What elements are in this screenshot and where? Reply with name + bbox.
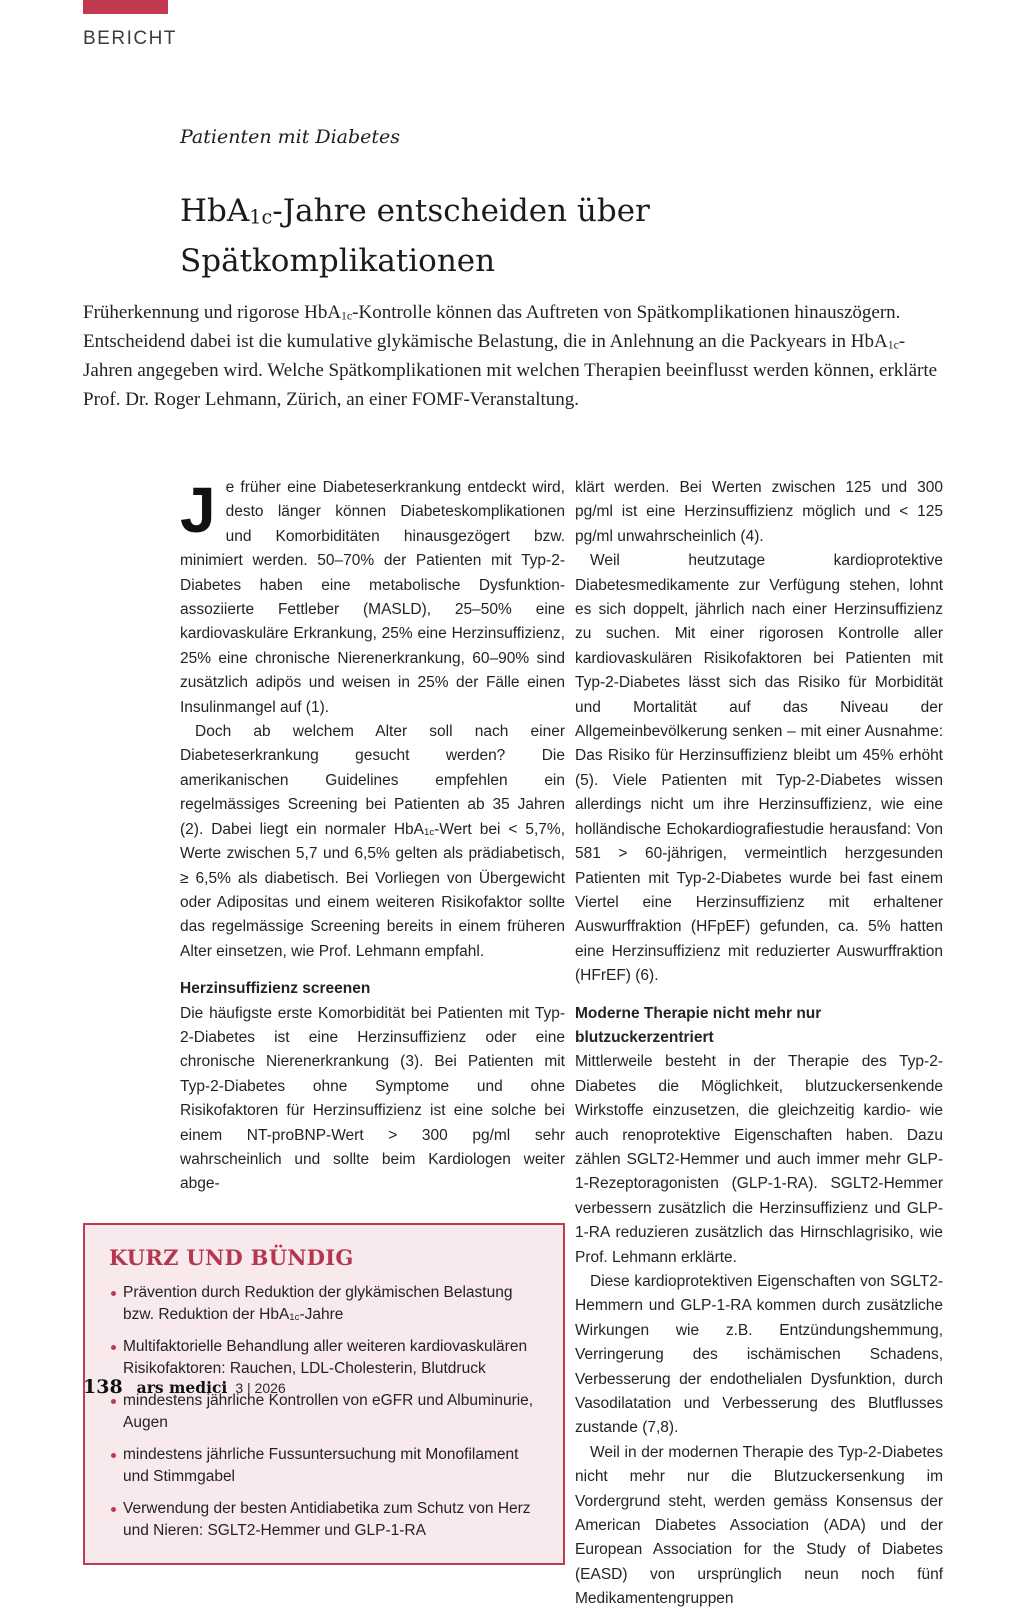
bullet-icon [109,1453,123,1489]
accent-bar [83,0,168,14]
list-item [109,1282,537,1327]
list-item [109,1444,537,1489]
paragraph: Mittlerweile besteht in der Therapie des Typ-2-Diabetes die Möglichkeit, blutzuckersenkende Wirkstoffe einzusetzen, die gleichzeitig kardio- wie auch renoprotektive Eigenschaften haben. Dazu zählen SGLT2-Hemmer und auch immer mehr GLP-1-Rezeptoragonisten (GLP-1-RA). SGLT2-Hemmer verbessern zusätzlich die Herzinsuffizienz und GLP-1-RA reduzieren zusätzlich das Hirnschlagrisiko, wie Prof. Lehmann erklärte. [575,1053,943,1266]
paragraph: Die häufigste erste Komorbidität bei Patienten mit Typ-2-Diabetes ist eine Herzinsuffizienz oder eine chronische Nierenerkrankung (3). Bei Patienten mit Typ-2-Diabetes ohne Symptome und ohne Risikofaktoren für Herzinsuffizienz ist eine solche bei einem NT-proBNP-Wert > 300 pg/ml sehr wahrscheinlich und sollte beim Kardiologen weiter abge- [180,1004,565,1193]
paragraph: klärt werden. Bei Werten zwischen 125 und 300 pg/ml ist eine Herzinsuffizienz möglich und < 125 pg/ml unwahrscheinlich (4). [575,479,943,545]
lead-paragraph: Früherkennung und rigorose HbA$_{1c}$-Kontrolle können das Auftreten von Spätkomplikationen hinauszögern. Entscheidend dabei ist die kumulative glykämische Belastung, die in Anlehnung an die Packyears in HbA$_{1c}$-Jahren angegeben wird. Welche Spätkomplikationen mit welchen Therapien beeinflusst werden können, erklärte Prof. Dr. Roger Lehmann, Zürich, an einer FOMF-Veranstaltung. [83,302,938,410]
list-item-text: mindestens jährliche Kontrollen von eGFR und Albuminurie, Augen [123,1391,534,1432]
paragraph: Diese kardioprotektiven Eigenschaften von SGLT2-Hemmern und GLP-1-RA kommen durch zusätzliche Wirkungen wie z.B. Entzündungshemmung, Verringerung des ischämischen Schadens, Verbesserung der endothelialen Dysfunktion, durch Vasodilatation und Verbesserung des Blutflusses zustande (7,8). [575,1273,943,1437]
section-heading: Herzinsuffizienz screenen [180,980,371,998]
paragraph [180,476,565,720]
right-column [575,476,943,1612]
bullet-icon [109,1399,123,1435]
issue-label: 3 | 2026 [235,1380,286,1396]
drop-cap: J [180,474,216,546]
article-title: HbA$_{1c}$-Jahre entscheiden über Spätkomplikationen [180,192,650,279]
list-item-text: Prävention durch Reduktion der glykämischen Belastung bzw. Reduktion der HbA$_{1c}$-Jahre [123,1283,513,1324]
left-column [83,476,565,1612]
bullet-icon [109,1507,123,1543]
list-item [109,1336,537,1381]
page-footer [83,1376,286,1398]
list-item-text: Multifaktorielle Behandlung aller weiteren kardiovaskulären Risikofaktoren: Rauchen, LDL-Cholesterin, Blutdruck [123,1337,528,1378]
paragraph-text: e früher eine Diabeteserkrankung entdeckt wird, desto länger können Diabeteskomplikationen und Komorbiditäten hinausgezögert bzw. minimiert werden. 50–70% der Patienten mit Typ-2-Diabetes haben eine metabolische Dysfunktion-assoziierte Fettleber (MASLD), 25–50% eine kardiovaskuläre Erkrankung, 25% eine Herzinsuffizienz, 25% eine chronische Nierenerkrankung, 60–90% sind zusätzlich adipös und weisen in 25% der Fälle einen Insulinmangel auf (1). [180,479,565,716]
journal-name: ars medici [136,1378,228,1397]
summary-box-title: KURZ UND BÜNDIG [109,1244,354,1270]
bullet-icon [109,1291,123,1327]
list-item [109,1498,537,1543]
paragraph: Weil in der modernen Therapie des Typ-2-Diabetes nicht mehr nur die Blutzuckersenkung im Vordergrund steht, werden gemäss Konsensus der American Diabetes Association (ADA) und der European Association for the Study of Diabetes (EASD) von ursprünglich neun noch fünf Medikamentengruppen [575,1443,943,1608]
paragraph: Weil heutzutage kardioprotektive Diabetesmedikamente zur Verfügung stehen, lohnt es sich doppelt, jährlich nach einer Herzinsuffizienz zu suchen. Mit einer rigorosen Kontrolle aller kardiovaskulären Risikofaktoren bei Patienten mit Typ-2-Diabetes lässt sich das Risiko für Morbidität und Mortalität auf das Niveau der Allgemeinbevölkerung senken – mit einer Ausnahme: Das Risiko für Herzinsuffizienz bleibt um 45% erhöht (5). Viele Patienten mit Typ-2-Diabetes wissen allerdings nicht um ihre Herzinsuffizienz, wie eine holländische Echokardiografiestudie herausfand: Von 581 > 60-jährigen, vermeintlich herzgesunden Patienten mit Typ-2-Diabetes wurde bei fast einem Viertel eine Herzinsuffizienz mit erhaltener Auswurffraktion (HFpEF) gefunden, ca. 5% hatten eine Herzinsuffizienz mit reduzierter Auswurffraktion (HFrEF) (6). [575,552,943,985]
summary-list [109,1282,537,1543]
article-body [83,476,943,1612]
article-kicker: Patienten mit Diabetes [180,126,401,148]
list-item-text: Verwendung der besten Antidiabetika zum Schutz von Herz und Nieren: SGLT2-Hemmer und GLP-1-RA [123,1499,531,1540]
section-heading: Moderne Therapie nicht mehr nur blutzuckerzentriert [575,1004,822,1046]
left-column-text [180,476,565,1197]
section-tag: BERICHT [83,28,177,49]
list-item-text: mindestens jährliche Fussuntersuchung mit Monofilament und Stimmgabel [123,1445,519,1486]
page-number: 138 [83,1376,123,1398]
paragraph: Doch ab welchem Alter soll nach einer Diabeteserkrankung gesucht werden? Die amerikanischen Guidelines empfehlen ein regelmässiges Screening bei Patienten ab 35 Jahren (2). Dabei liegt ein normaler HbA$_{1c}$-Wert bei < 5,7%, Werte zwischen 5,7 und 6,5% gelten als prädiabetisch, ≥ 6,5% als diabetisch. Bei Vorliegen von Übergewicht oder Adipositas und einem weiteren Risikofaktor sollte das regelmässige Screening bereits in einem früheren Alter einsetzen, wie Prof. Lehmann empfahl. [180,723,565,960]
